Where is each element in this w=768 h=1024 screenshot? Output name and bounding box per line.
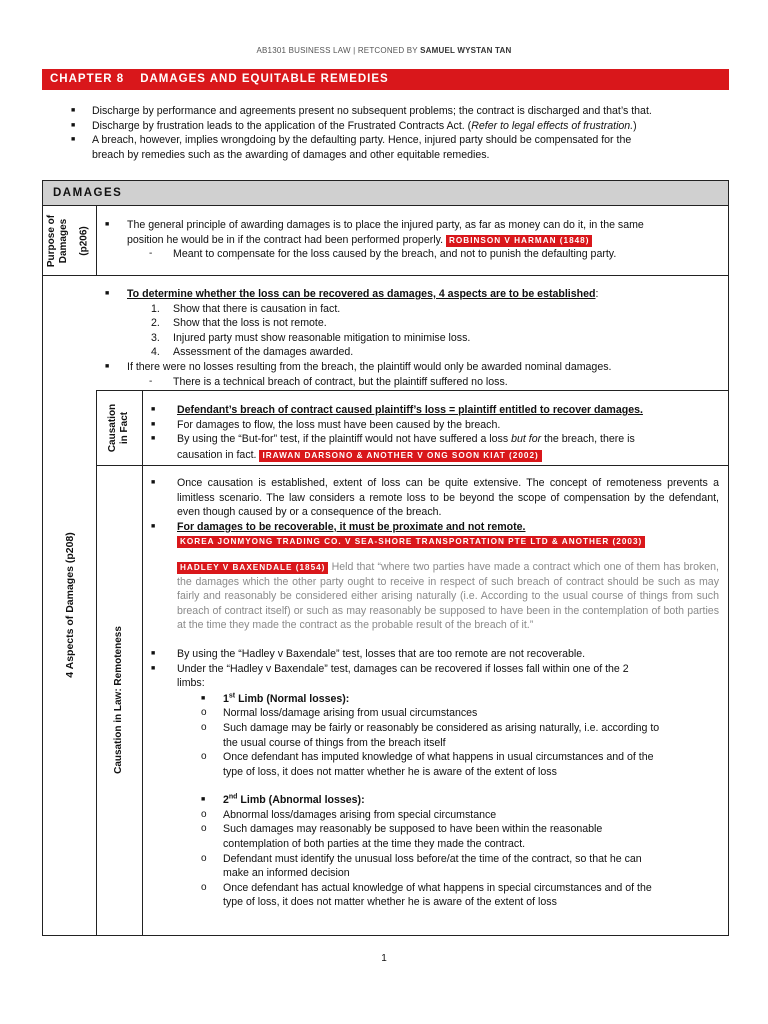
list-item: 1. Show that there is causation in fact. bbox=[151, 302, 341, 315]
square-bullet-icon: ■ bbox=[151, 649, 156, 657]
list-item: ■ By using the “But-for” test, if the plaintiff would not have suffered a loss but for the breach, there is causation in fact. IRAWAN DARSONO & ANOTHER V ONG SOON KIAT (2002) bbox=[151, 433, 635, 461]
intro-item-italic: Refer to legal effects of frustration. bbox=[471, 119, 634, 132]
list-item: o Such damages may reasonably be supposed to have been within the reasonable contemplation of both parties at the time they made the contract. bbox=[201, 823, 603, 851]
list-item: ■ To determine whether the loss can be recovered as damages, 4 aspects are to be established: bbox=[105, 288, 599, 300]
intro-item-text: A breach, however, implies wrongdoing by the defaulting party. Hence, injured party should be compensated for the bbox=[92, 134, 632, 147]
page-header bbox=[0, 44, 768, 59]
aspects-label: 4 Aspects of Damages (p208) bbox=[63, 532, 76, 678]
square-bullet-icon: ■ bbox=[151, 406, 156, 413]
list-item: ■ For damages to flow, the loss must have been caused by the breach. bbox=[151, 418, 501, 431]
square-bullet-icon: ■ bbox=[151, 479, 156, 486]
square-bullet-icon: ■ bbox=[71, 136, 76, 144]
circle-bullet-icon: o bbox=[201, 721, 207, 733]
intro-list bbox=[68, 104, 730, 162]
square-bullet-icon: ■ bbox=[201, 796, 206, 804]
header-course: AB1301 BUSINESS LAW | RETCONED BY bbox=[256, 46, 421, 55]
intro-item-text: Discharge by performance and agreements present no subsequent problems; the contract is discharged and that’s that. bbox=[92, 105, 652, 117]
purpose-page-label: (p206) bbox=[78, 225, 90, 256]
square-bullet-icon: ■ bbox=[201, 694, 206, 702]
header-author: SAMUEL WYSTAN TAN bbox=[420, 46, 512, 55]
limb-1-heading: ■ 1st Limb (Normal losses): bbox=[201, 692, 350, 705]
list-item: 3. Injured party must show reasonable mitigation to minimise loss. bbox=[151, 331, 471, 344]
divider bbox=[96, 390, 728, 391]
list-item: ■ The general principle of awarding damages is to place the injured party, as far as money can do it, in the same position he would be in if the contract had been performed properly. ROBINSON V HARMAN (1848) bbox=[105, 219, 644, 246]
list-item bbox=[68, 133, 730, 162]
list-item: ■ Once causation is established, extent of loss can be quite extensive. The concept of remoteness prevents a limitless scenario. The law considers a remote loss to be beyond the scope of compensation by the defendant, even though caused by or a consequence of the breach. bbox=[151, 477, 719, 519]
square-bullet-icon: ■ bbox=[71, 121, 76, 129]
case-citation: ROBINSON V HARMAN (1848) bbox=[446, 235, 592, 247]
hadley-quote: HADLEY V BAXENDALE (1854) Held that “where two parties have made a contract which one of them has broken, the damages which the other party ought to receive in respect of such breach of contract should be such as may fairly and reasonably be considered either arising naturally (i.e. According to the usual course of things from such breach of contract itself) or such as may reasonably be supposed to have been in the contemplation of both parties at the time they made the contract as the probable result of the breach of it.” bbox=[177, 560, 719, 632]
square-bullet-icon: ■ bbox=[105, 290, 110, 297]
list-item: 4. Assessment of the damages awarded. bbox=[151, 346, 354, 359]
square-bullet-icon: ■ bbox=[151, 435, 156, 443]
list-item: ■ Under the “Hadley v Baxendale” test, damages can be recovered if losses fall within one of the 2 limbs: bbox=[151, 662, 629, 690]
divider bbox=[43, 275, 728, 276]
causation-fact-content bbox=[151, 403, 719, 462]
chapter-title: DAMAGES AND EQUITABLE REMEDIES bbox=[140, 73, 389, 85]
remoteness-label: Causation in Law: Remoteness bbox=[113, 626, 124, 774]
chapter-number: CHAPTER 8 bbox=[50, 73, 125, 85]
intro-item-text: breach by remedies such as the awarding of damages and other equitable remedies. bbox=[92, 148, 490, 161]
circle-bullet-icon: o bbox=[201, 823, 207, 835]
list-item: o Such damage may be fairly or reasonably be considered as arising naturally, i.e. according to the usual course of things from the breach itself bbox=[201, 721, 660, 749]
damages-heading: DAMAGES bbox=[43, 181, 728, 206]
list-item: o Normal loss/damage arising from usual circumstances bbox=[201, 707, 478, 720]
circle-bullet-icon: o bbox=[201, 707, 207, 719]
list-item: o Abnormal loss/damages arising from special circumstance bbox=[201, 808, 497, 821]
square-bullet-icon: ■ bbox=[71, 107, 76, 114]
square-bullet-icon: ■ bbox=[151, 420, 156, 428]
square-bullet-icon: ■ bbox=[151, 522, 156, 530]
case-citation: HADLEY V BAXENDALE (1854) bbox=[177, 562, 328, 574]
causation-fact-label: Causation in Fact bbox=[107, 403, 130, 452]
list-item: o Once defendant has actual knowledge of what happens in special circumstances and of the type of loss, it does not matter whether he is aware of the extent of loss bbox=[201, 881, 652, 909]
square-bullet-icon: ■ bbox=[105, 221, 110, 228]
case-line bbox=[151, 534, 719, 549]
circle-bullet-icon: o bbox=[201, 881, 207, 893]
intro-item-end: ) bbox=[633, 119, 637, 132]
intro-item-text: Discharge by frustration leads to the application of the Frustrated Contracts Act. ( bbox=[92, 119, 472, 132]
list-item: ■ For damages to be recoverable, it must be proximate and not remote. bbox=[151, 520, 526, 533]
list-item bbox=[68, 104, 730, 119]
list-item: - Meant to compensate for the loss caused by the breach, and not to punish the defaulting party. bbox=[149, 248, 617, 261]
list-item bbox=[68, 119, 730, 134]
page-number: 1 bbox=[381, 953, 387, 964]
list-item: ■ Defendant’s breach of contract caused plaintiff’s loss = plaintiff entitled to recover damages. bbox=[151, 404, 643, 416]
list-item: ■ If there were no losses resulting from the breach, the plaintiff would only be awarded nominal damages. bbox=[105, 360, 612, 373]
damages-table bbox=[42, 180, 729, 936]
square-bullet-icon: ■ bbox=[105, 362, 110, 370]
limb-2-heading: ■ 2nd Limb (Abnormal losses): bbox=[201, 793, 365, 807]
case-citation: KOREA JONMYONG TRADING CO. V SEA-SHORE TRANSPORTATION PTE LTD & ANOTHER (2003) bbox=[177, 536, 645, 548]
purpose-content bbox=[105, 218, 720, 262]
list-item: o Once defendant has imputed knowledge of what happens in usual circumstances and of the type of loss, it does not matter whether he is aware of the extent of loss bbox=[201, 751, 654, 778]
divider bbox=[142, 390, 143, 935]
circle-bullet-icon: o bbox=[201, 808, 207, 820]
dash-icon: - bbox=[149, 248, 153, 260]
purpose-label: Purpose of Damages bbox=[46, 214, 70, 267]
divider bbox=[96, 206, 97, 275]
list-item: - There is a technical breach of contract, but the plaintiff suffered no loss. bbox=[149, 375, 508, 388]
circle-bullet-icon: o bbox=[201, 751, 207, 763]
circle-bullet-icon: o bbox=[201, 852, 207, 864]
chapter-banner bbox=[42, 69, 729, 90]
list-item: o Defendant must identify the unusual loss before/at the time of the contract, so that he can make an informed decision bbox=[201, 852, 642, 880]
list-item: ■ By using the “Hadley v Baxendale” test, losses that are too remote are not recoverable. bbox=[151, 647, 586, 660]
list-item: 2. Show that the loss is not remote. bbox=[151, 317, 327, 330]
remoteness-content bbox=[151, 476, 719, 910]
divider bbox=[96, 465, 728, 466]
case-citation: IRAWAN DARSONO & ANOTHER V ONG SOON KIAT (2002) bbox=[259, 450, 541, 462]
square-bullet-icon: ■ bbox=[151, 664, 156, 672]
aspects-content bbox=[105, 287, 720, 389]
dash-icon: - bbox=[149, 375, 153, 387]
